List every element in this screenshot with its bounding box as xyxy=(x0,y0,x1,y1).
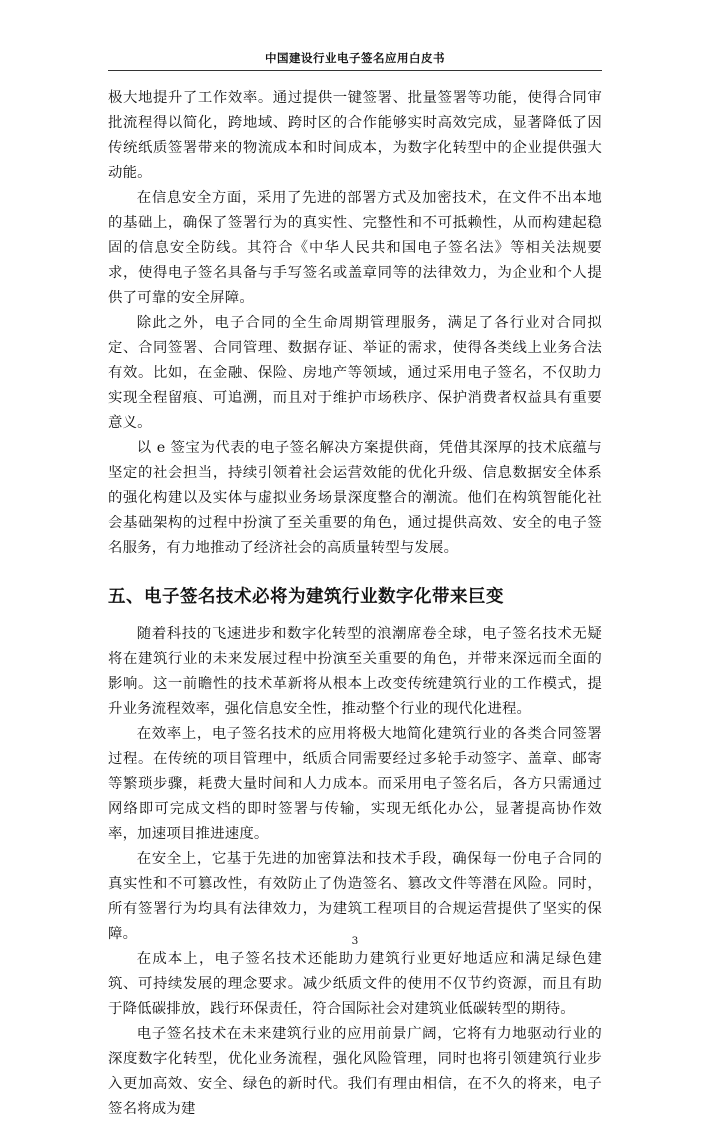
paragraph-efficiency: 在效率上，电子签名技术的应用将极大地简化建筑行业的各类合同签署过程。在传统的项目管理中，纸质合同需要经过多轮手动签字、盖章、邮寄等繁琐步骤，耗费大量时间和人力成本。而采用电子签名后，各方只需通过网络即可完成文档的即时签署与传输，实现无纸化办公，显著提高协作效率，加速项目推进速度。 xyxy=(108,726,602,842)
document-header-title: 中国建设行业电子签名应用白皮书 xyxy=(265,51,445,65)
paragraph-cost: 在成本上，电子签名技术还能助力建筑行业更好地适应和满足绿色建筑、可持续发展的理念要求。减少纸质文件的使用不仅节约资源，而且有助于降低碳排放，践行环保责任，符合国际社会对建筑业低碳转型的期待。 xyxy=(108,951,602,1017)
paragraph-section-intro: 随着科技的飞速进步和数字化转型的浪潮席卷全球，电子签名技术无疑将在建筑行业的未来发展过程中扮演至关重要的角色，并带来深远而全面的影响。这一前瞻性的技术革新将从根本上改变传统建筑行业的工作模式，提升业务流程效率，强化信息安全性，推动整个行业的现代化进程。 xyxy=(108,626,602,717)
paragraph-esign-provider: 以 e 签宝为代表的电子签名解决方案提供商，凭借其深厚的技术底蕴与坚定的社会担当，持续引领着社会运营效能的优化升级、信息数据安全体系的强化构建以及实体与虚拟业务场景深度整合的潮流。他们在构筑智能化社会基础架构的过程中扮演了至关重要的角色，通过提供高效、安全的电子签名服务，有力地推动了经济社会的高质量转型与发展。 xyxy=(108,440,602,556)
paragraph-information-security: 在信息安全方面，采用了先进的部署方式及加密技术，在文件不出本地的基础上，确保了签署行为的真实性、完整性和不可抵赖性，从而构建起稳固的信息安全防线。其符合《中华人民共和国电子签名法》等相关法规要求，使得电子签名具备与手写签名或盖章同等的法律效力，为企业和个人提供了可靠的安全屏障。 xyxy=(108,190,602,306)
paragraph-contract-lifecycle: 除此之外，电子合同的全生命周期管理服务，满足了各行业对合同拟定、合同签署、合同管理、数据存证、举证的需求，使得各类线上业务合法有效。比如，在金融、保险、房地产等领域，通过采用电子签名，不仅助力实现全程留痕、可追溯，而且对于维护市场秩序、保护消费者权益具有重要意义。 xyxy=(108,315,602,431)
page-body xyxy=(108,86,602,1122)
section-heading: 五、电子签名技术必将为建筑行业数字化带来巨变 xyxy=(108,587,504,607)
page-number: 3 xyxy=(351,935,359,947)
header-divider xyxy=(108,70,602,71)
paragraph-security: 在安全上，它基于先进的加密算法和技术手段，确保每一份电子合同的真实性和不可篡改性，有效防止了伪造签名、篡改文件等潜在风险。同时，所有签署行为均具有法律效力，为建筑工程项目的合规运营提供了坚实的保障。 xyxy=(108,851,602,942)
paragraph-outlook: 电子签名技术在未来建筑行业的应用前景广阔，它将有力地驱动行业的深度数字化转型，优化业务流程，强化风险管理，同时也将引领建筑行业步入更加高效、安全、绿色的新时代。我们有理由相信，在不久的将来，电子签名将成为建 xyxy=(108,1026,602,1117)
paragraph-continued: 极大地提升了工作效率。通过提供一键签署、批量签署等功能，使得合同审批流程得以简化，跨地域、跨时区的合作能够实时高效完成，显著降低了因传统纸质签署带来的物流成本和时间成本，为数字化转型中的企业提供强大动能。 xyxy=(108,90,602,181)
